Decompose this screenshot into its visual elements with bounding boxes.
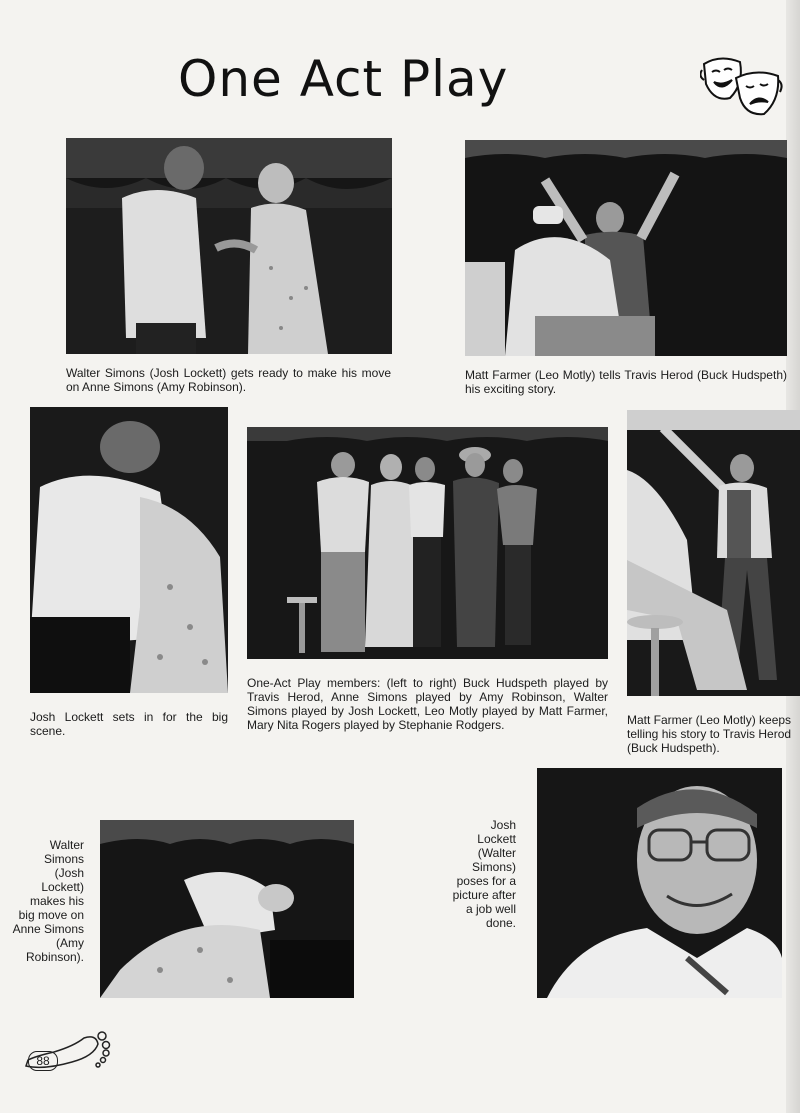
- caption-photo-2: Matt Farmer (Leo Motly) tells Travis Herod (Buck Hudspeth) his exciting story.: [465, 368, 787, 396]
- photo-dance-scene: [66, 138, 392, 354]
- photo-story-continues: [627, 410, 800, 696]
- caption-photo-4: One-Act Play members: (left to right) Buck Hudspeth played by Travis Herod, Anne Simons played by Amy Robinson, Walter Simons played by Josh Lockett, Leo Motly played by Matt Farmer, Mary Nita Rogers played by Stephanie Rodgers.: [247, 676, 608, 732]
- photo-storytelling-scene: [465, 140, 787, 356]
- photo-embrace-scene: [30, 407, 228, 693]
- photo-cast-group: [247, 427, 608, 659]
- page-title: One Act Play: [178, 50, 509, 108]
- caption-photo-3: Josh Lockett sets in for the big scene.: [30, 710, 228, 738]
- caption-photo-6: Walter Simons (Josh Lockett) makes his big move on Anne Simons (Amy Robinson).: [12, 838, 84, 964]
- theater-masks-icon: [700, 50, 784, 126]
- page-number: 88: [28, 1051, 58, 1071]
- caption-photo-7: Josh Lockett (Walter Simons) poses for a picture after a job well done.: [452, 818, 516, 930]
- caption-photo-1: Walter Simons (Josh Lockett) gets ready to make his move on Anne Simons (Amy Robinson).: [66, 366, 391, 394]
- photo-big-move: [100, 820, 354, 998]
- caption-photo-5: Matt Farmer (Leo Motly) keeps telling his story to Travis Herod (Buck Hudspeth).: [627, 713, 792, 755]
- photo-portrait-josh: [537, 768, 782, 998]
